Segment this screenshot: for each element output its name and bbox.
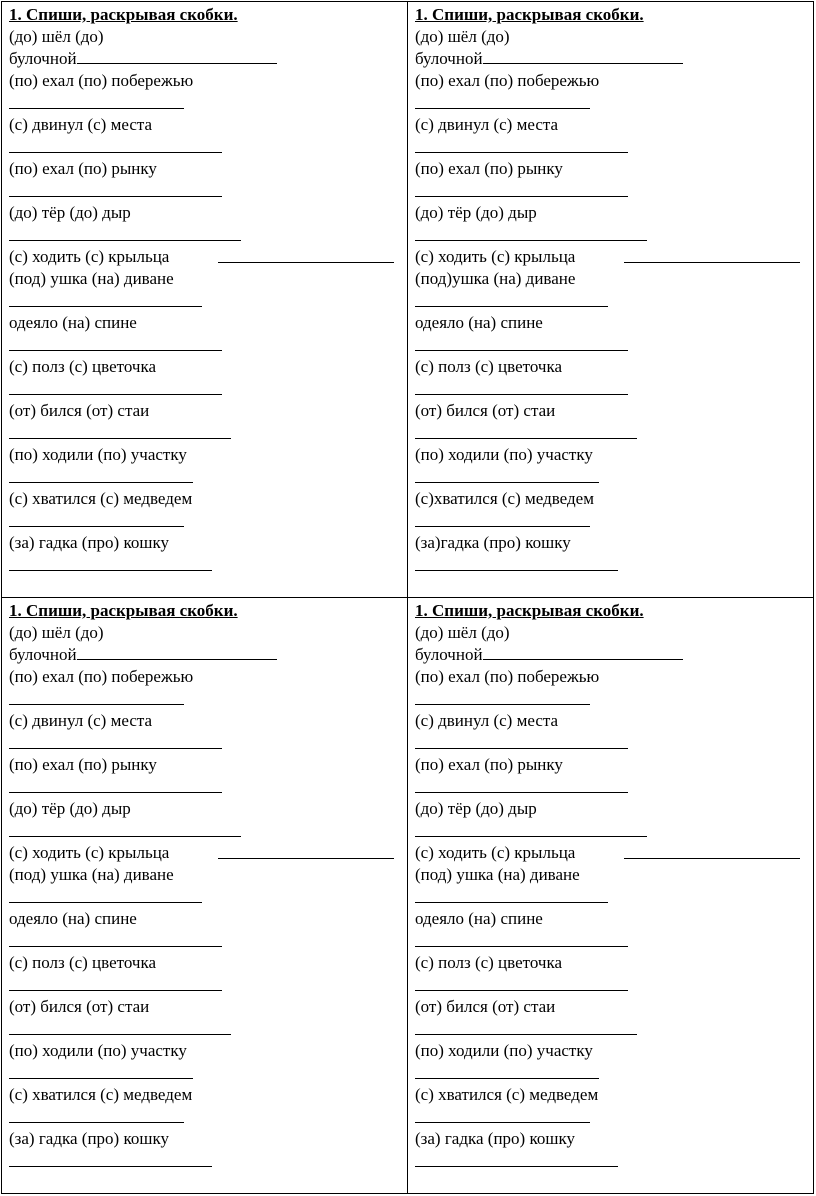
exercise-text: (с) ходить (с) крыльца	[415, 247, 576, 266]
exercise-text: (с) хватился (с) медведем	[415, 1085, 599, 1104]
answer-blank	[624, 858, 800, 859]
exercise-line	[415, 1084, 807, 1106]
exercise-text: (до) тёр (до) дыр	[415, 203, 537, 222]
answer-blank	[415, 108, 590, 109]
answer-line	[9, 776, 401, 798]
answer-blank	[9, 1078, 193, 1079]
exercise-line	[415, 1128, 807, 1150]
answer-blank	[9, 990, 222, 991]
answer-line	[9, 334, 401, 356]
answer-line	[415, 930, 807, 952]
answer-blank	[9, 946, 222, 947]
exercise-line	[9, 1084, 401, 1106]
exercise-line	[415, 268, 807, 290]
exercise-title: 1. Спиши, раскрывая скобки.	[415, 5, 644, 24]
exercise-line	[415, 356, 807, 378]
exercise-line	[9, 842, 401, 864]
answer-blank	[415, 1166, 618, 1167]
answer-line	[9, 466, 401, 488]
answer-line	[415, 334, 807, 356]
exercise-text: булочной	[9, 49, 77, 68]
exercise-text: (по) ехал (по) побережью	[415, 667, 600, 686]
exercise-line	[9, 202, 401, 224]
exercise-text: (до) тёр (до) дыр	[9, 799, 131, 818]
exercise-line	[415, 488, 807, 510]
exercise-line	[415, 908, 807, 930]
exercise-line	[9, 1128, 401, 1150]
answer-line	[9, 422, 401, 444]
exercise-text: (с) полз (с) цветочка	[9, 357, 156, 376]
answer-blank	[218, 858, 394, 859]
exercise-line	[9, 444, 401, 466]
exercise-line	[415, 400, 807, 422]
answer-blank	[9, 570, 212, 571]
exercise-line	[9, 644, 401, 666]
exercise-cell-1	[2, 2, 408, 598]
exercise-line	[415, 114, 807, 136]
exercise-text: (под)ушка (на) диване	[415, 269, 576, 288]
exercise-text: (с) двинул (с) места	[415, 115, 559, 134]
exercise-line	[415, 444, 807, 466]
exercise-line	[9, 48, 401, 70]
answer-line	[9, 554, 401, 576]
answer-blank	[415, 704, 590, 705]
exercise-text: (под) ушка (на) диване	[415, 865, 580, 884]
exercise-line	[9, 488, 401, 510]
exercise-text: (за) гадка (про) кошку	[415, 1129, 575, 1148]
exercise-text: (по) ехал (по) рынку	[415, 755, 563, 774]
answer-blank	[415, 1078, 599, 1079]
answer-blank	[415, 394, 628, 395]
exercise-line	[9, 26, 401, 48]
answer-blank	[415, 306, 608, 307]
answer-line	[415, 1150, 807, 1172]
answer-line	[9, 378, 401, 400]
exercise-text: одеяло (на) спине	[9, 313, 137, 332]
exercise-text: (с) полз (с) цветочка	[9, 953, 156, 972]
answer-blank	[9, 350, 222, 351]
answer-line	[415, 510, 807, 532]
exercise-line	[415, 666, 807, 688]
answer-blank	[77, 62, 277, 64]
answer-line	[9, 1150, 401, 1172]
exercise-text: (до) шёл (до)	[415, 27, 510, 46]
answer-blank	[9, 792, 222, 793]
exercise-line	[415, 1040, 807, 1062]
exercise-title: 1. Спиши, раскрывая скобки.	[415, 601, 644, 620]
exercise-text: (от) бился (от) стаи	[415, 401, 556, 420]
exercise-line	[9, 996, 401, 1018]
exercise-line	[9, 246, 401, 268]
answer-blank	[415, 152, 628, 153]
answer-line	[9, 510, 401, 532]
answer-blank	[415, 570, 618, 571]
answer-blank	[483, 62, 683, 64]
exercise-text: одеяло (на) спине	[9, 909, 137, 928]
answer-line	[415, 688, 807, 710]
answer-line	[415, 422, 807, 444]
answer-blank	[9, 1166, 212, 1167]
answer-blank	[9, 836, 241, 837]
exercise-text: одеяло (на) спине	[415, 313, 543, 332]
exercise-line	[415, 202, 807, 224]
exercise-text: (с) двинул (с) места	[9, 711, 153, 730]
answer-blank	[415, 990, 628, 991]
answer-blank	[9, 1034, 231, 1035]
exercise-line	[9, 158, 401, 180]
answer-blank	[9, 438, 231, 439]
exercise-line	[9, 864, 401, 886]
answer-line	[415, 1018, 807, 1040]
answer-blank	[415, 350, 628, 351]
exercise-line	[415, 26, 807, 48]
answer-line	[9, 1106, 401, 1128]
exercise-text: (до) шёл (до)	[9, 27, 104, 46]
exercise-cell-2	[408, 2, 814, 598]
answer-blank	[9, 152, 222, 153]
answer-blank	[415, 792, 628, 793]
exercise-text: (с)хватился (с) медведем	[415, 489, 594, 508]
exercise-text: (с) ходить (с) крыльца	[9, 843, 170, 862]
answer-line	[9, 136, 401, 158]
exercise-line	[9, 356, 401, 378]
exercise-title: 1. Спиши, раскрывая скобки.	[9, 601, 238, 620]
exercise-text: (по) ходили (по) участку	[415, 1041, 593, 1060]
exercise-text: (до) тёр (до) дыр	[415, 799, 537, 818]
exercise-text: (до) шёл (до)	[415, 623, 510, 642]
exercise-line	[9, 1040, 401, 1062]
exercise-text: (за) гадка (про) кошку	[9, 533, 169, 552]
exercise-text: (по) ехал (по) побережью	[9, 71, 194, 90]
answer-blank	[415, 1122, 590, 1123]
answer-line	[9, 820, 401, 842]
exercise-text: булочной	[415, 49, 483, 68]
exercise-text: (по) ходили (по) участку	[9, 1041, 187, 1060]
answer-line	[415, 180, 807, 202]
exercise-line	[415, 798, 807, 820]
answer-line	[415, 378, 807, 400]
exercise-line	[9, 666, 401, 688]
answer-line	[9, 1062, 401, 1084]
answer-blank	[415, 1034, 637, 1035]
answer-blank	[77, 658, 277, 660]
answer-line	[415, 886, 807, 908]
exercise-text: (с) ходить (с) крыльца	[9, 247, 170, 266]
exercise-line	[9, 710, 401, 732]
exercise-line	[9, 798, 401, 820]
exercise-text: (от) бился (от) стаи	[415, 997, 556, 1016]
exercise-line	[415, 312, 807, 334]
answer-blank	[624, 262, 800, 263]
exercise-line	[415, 710, 807, 732]
answer-line	[415, 92, 807, 114]
answer-line	[9, 732, 401, 754]
answer-blank	[9, 306, 202, 307]
exercise-line	[9, 312, 401, 334]
exercise-line	[415, 644, 807, 666]
exercise-text: (по) ехал (по) рынку	[9, 755, 157, 774]
exercise-text: (с) двинул (с) места	[9, 115, 153, 134]
answer-blank	[9, 1122, 184, 1123]
answer-line	[415, 820, 807, 842]
answer-blank	[415, 748, 628, 749]
answer-line	[9, 92, 401, 114]
exercise-line	[9, 754, 401, 776]
exercise-text: (под) ушка (на) диване	[9, 865, 174, 884]
exercise-text: (по) ехал (по) побережью	[9, 667, 194, 686]
answer-blank	[415, 438, 637, 439]
exercise-line	[415, 532, 807, 554]
answer-blank	[415, 240, 647, 241]
exercise-text: (с) полз (с) цветочка	[415, 953, 562, 972]
table-row	[2, 598, 814, 1194]
answer-blank	[9, 902, 202, 903]
answer-blank	[415, 946, 628, 947]
answer-blank	[415, 526, 590, 527]
exercise-line	[415, 952, 807, 974]
exercise-line	[9, 908, 401, 930]
answer-line	[415, 1106, 807, 1128]
answer-blank	[9, 394, 222, 395]
exercise-text: булочной	[9, 645, 77, 664]
exercise-text: (от) бился (от) стаи	[9, 401, 150, 420]
answer-blank	[415, 836, 647, 837]
exercise-text: (с) полз (с) цветочка	[415, 357, 562, 376]
answer-blank	[9, 482, 193, 483]
exercise-title: 1. Спиши, раскрывая скобки.	[9, 5, 238, 24]
answer-line	[9, 974, 401, 996]
exercise-text: (с) ходить (с) крыльца	[415, 843, 576, 862]
answer-line	[415, 224, 807, 246]
exercise-text: (по) ехал (по) рынку	[9, 159, 157, 178]
exercise-cell-4	[408, 598, 814, 1194]
exercise-text: (под) ушка (на) диване	[9, 269, 174, 288]
exercise-line	[415, 996, 807, 1018]
answer-blank	[9, 240, 241, 241]
exercise-text: (с) хватился (с) медведем	[9, 489, 193, 508]
exercise-line	[415, 158, 807, 180]
answer-line	[415, 290, 807, 312]
worksheet-table	[1, 1, 814, 1194]
exercise-text: (за)гадка (про) кошку	[415, 533, 571, 552]
answer-line	[415, 1062, 807, 1084]
exercise-line	[415, 864, 807, 886]
exercise-line	[9, 114, 401, 136]
exercise-line	[9, 70, 401, 92]
answer-blank	[415, 902, 608, 903]
exercise-line	[9, 532, 401, 554]
answer-blank	[9, 748, 222, 749]
exercise-line	[9, 622, 401, 644]
exercise-text: (по) ходили (по) участку	[415, 445, 593, 464]
answer-line	[9, 290, 401, 312]
exercise-line	[415, 246, 807, 268]
answer-line	[415, 466, 807, 488]
answer-line	[9, 886, 401, 908]
answer-line	[9, 224, 401, 246]
answer-line	[9, 180, 401, 202]
exercise-line	[415, 70, 807, 92]
answer-blank	[9, 108, 184, 109]
exercise-line	[9, 268, 401, 290]
exercise-text: одеяло (на) спине	[415, 909, 543, 928]
exercise-text: булочной	[415, 645, 483, 664]
exercise-text: (до) тёр (до) дыр	[9, 203, 131, 222]
answer-blank	[9, 196, 222, 197]
exercise-line	[415, 622, 807, 644]
answer-line	[415, 554, 807, 576]
answer-blank	[483, 658, 683, 660]
answer-line	[415, 732, 807, 754]
exercise-cell-3	[2, 598, 408, 1194]
table-row	[2, 2, 814, 598]
answer-blank	[218, 262, 394, 263]
exercise-text: (за) гадка (про) кошку	[9, 1129, 169, 1148]
answer-blank	[9, 526, 184, 527]
answer-line	[415, 776, 807, 798]
exercise-text: (до) шёл (до)	[9, 623, 104, 642]
answer-blank	[415, 196, 628, 197]
answer-line	[9, 1018, 401, 1040]
answer-line	[9, 688, 401, 710]
answer-line	[415, 136, 807, 158]
answer-blank	[415, 482, 599, 483]
exercise-text: (по) ходили (по) участку	[9, 445, 187, 464]
exercise-line	[9, 400, 401, 422]
exercise-text: (от) бился (от) стаи	[9, 997, 150, 1016]
answer-line	[415, 974, 807, 996]
exercise-text: (с) хватился (с) медведем	[9, 1085, 193, 1104]
exercise-text: (с) двинул (с) места	[415, 711, 559, 730]
answer-line	[9, 930, 401, 952]
answer-blank	[9, 704, 184, 705]
exercise-text: (по) ехал (по) рынку	[415, 159, 563, 178]
exercise-line	[9, 952, 401, 974]
exercise-line	[415, 842, 807, 864]
exercise-text: (по) ехал (по) побережью	[415, 71, 600, 90]
exercise-line	[415, 48, 807, 70]
exercise-line	[415, 754, 807, 776]
